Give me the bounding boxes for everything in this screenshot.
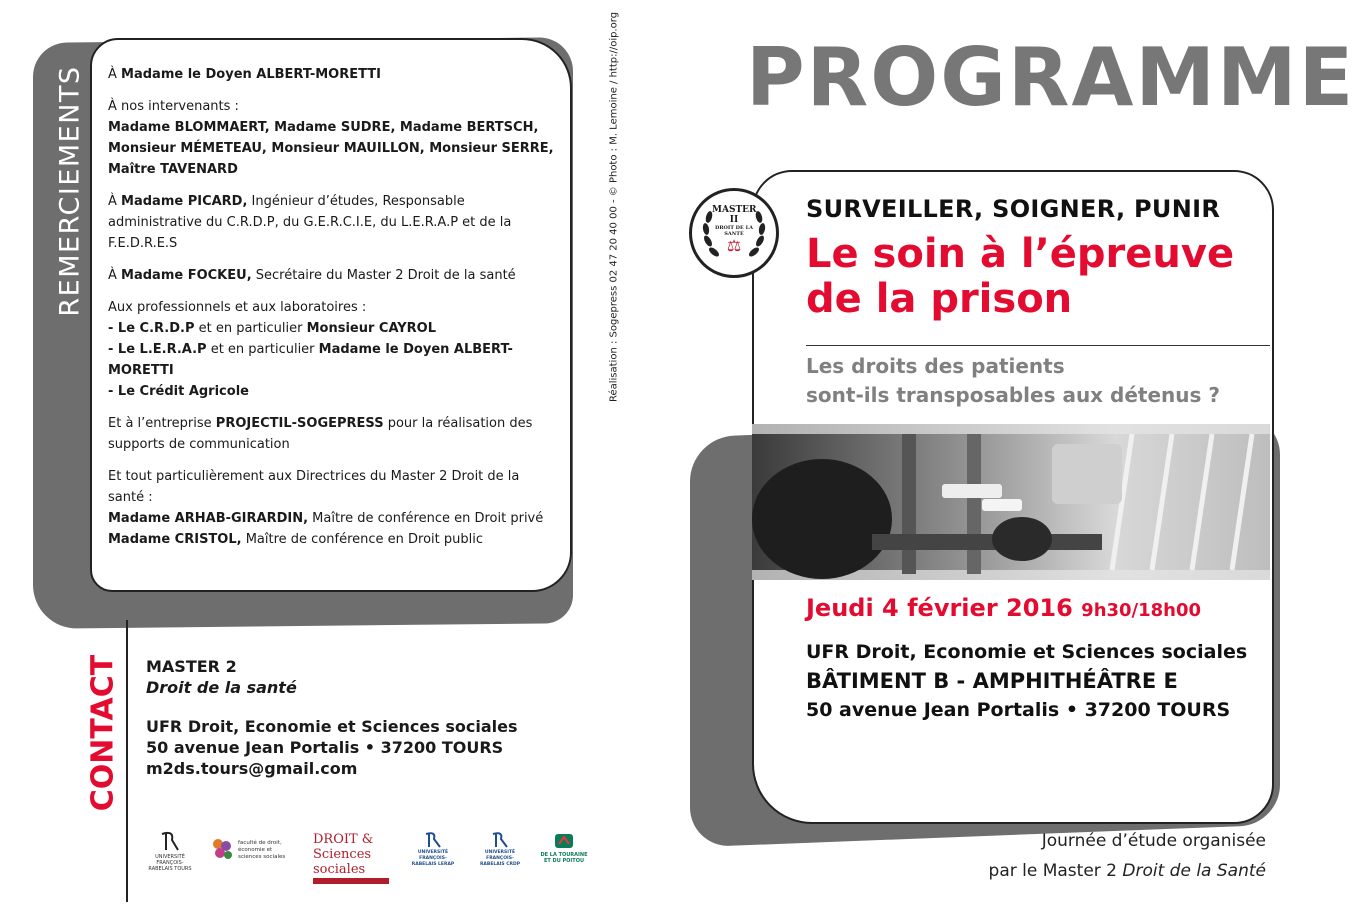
faculte-droit-logo: faculté de droit, économie et sciences sociales xyxy=(210,832,290,876)
master-seal xyxy=(689,188,779,278)
photo-credit: Réalisation : Sogepress 02 47 20 40 00 - © Photo : M. Lemoine / http://oip.org xyxy=(608,11,620,403)
lerap-logo: UNIVERSITÉ FRANÇOIS-RABELAIS LERAP xyxy=(408,832,458,876)
universite-tours-logo: UNIVERSITÉ FRANÇOIS-RABELAIS TOURS xyxy=(148,832,192,876)
thanks-text xyxy=(108,64,558,561)
organiser-note: Journée d’étude organisée par le Master 2 Droit de la Santé xyxy=(988,831,1266,881)
event-date: Jeudi 4 février 2016 9h30/18h00 xyxy=(806,594,1202,622)
contact-divider xyxy=(126,620,128,902)
event-title: Le soin à l’épreuve de la prison xyxy=(806,231,1235,322)
event-question: Les droits des patients sont-ils transposables aux détenus ? xyxy=(806,354,1220,407)
thanks-picard: À Madame PICARD, Ingénieur d’études, Responsable administrative du C.R.D.P, du G.E.R.C.I.E, du L.E.R.A.P et de la F.E.D.R.E.S xyxy=(108,194,512,251)
remerciements-heading: REMERCIEMENTS xyxy=(54,65,86,317)
droit-sciences-sociales-logo: DROIT & Sciences sociales xyxy=(313,832,389,876)
thanks-fockeu: À Madame FOCKEU, Secrétaire du Master 2 Droit de la santé xyxy=(108,268,516,283)
crdp-logo: UNIVERSITÉ FRANÇOIS-RABELAIS CRDP xyxy=(476,832,524,876)
seal-title: MASTER II xyxy=(712,205,757,225)
contact-master: MASTER 2 xyxy=(146,657,237,676)
seal-subtitle: DROIT DE LA SANTÉ xyxy=(715,225,753,237)
partner-logos xyxy=(148,832,593,876)
contact-program: Droit de la santé xyxy=(146,678,297,697)
event-venue: UFR Droit, Economie et Sciences sociales BÂTIMENT B - AMPHITHÉÂTRE E 50 avenue Jean Portalis • 37200 TOURS xyxy=(806,641,1248,721)
event-subtitle: SURVEILLER, SOIGNER, PUNIR xyxy=(806,195,1221,223)
thanks-labs: Aux professionnels et aux laboratoires : - Le C.R.D.P et en particulier Monsieur CAYROL - Le L.E.R.A.P et en particulier Madame le Doyen ALBERT-MORETTI - Le Crédit Agricole xyxy=(108,300,513,399)
thanks-dean: À Madame le Doyen ALBERT-MORETTI xyxy=(108,67,381,82)
contact-heading: CONTACT xyxy=(85,654,121,811)
contact-details xyxy=(146,656,518,779)
contact-address: 50 avenue Jean Portalis • 37200 TOURS xyxy=(146,738,504,757)
thanks-sogepress: Et à l’entreprise PROJECTIL-SOGEPRESS pour la réalisation des supports de communication xyxy=(108,416,533,452)
scales-icon: ⚖ xyxy=(726,236,742,255)
thanks-speakers: À nos intervenants : Madame BLOMMAERT, Madame SUDRE, Madame BERTSCH, Monsieur MÉMETEAU, Monsieur MAUILLON, Monsieur SERRE, Maître TAVENARD xyxy=(108,99,554,177)
prison-photo xyxy=(752,424,1270,580)
credit-agricole-logo: DE LA TOURAINE ET DU POITOU xyxy=(540,832,588,876)
contact-email[interactable]: m2ds.tours@gmail.com xyxy=(146,759,358,778)
title-divider xyxy=(806,345,1270,346)
programme-heading: PROGRAMME xyxy=(746,31,1355,124)
thanks-directors: Et tout particulièrement aux Directrices du Master 2 Droit de la santé : Madame ARHAB-GIRARDIN, Maître de conférence en Droit privé Madame CRISTOL, Maître de conférence en Droit public xyxy=(108,469,544,547)
event-hours: 9h30/18h00 xyxy=(1081,600,1202,621)
contact-ufr: UFR Droit, Economie et Sciences sociales xyxy=(146,717,518,736)
